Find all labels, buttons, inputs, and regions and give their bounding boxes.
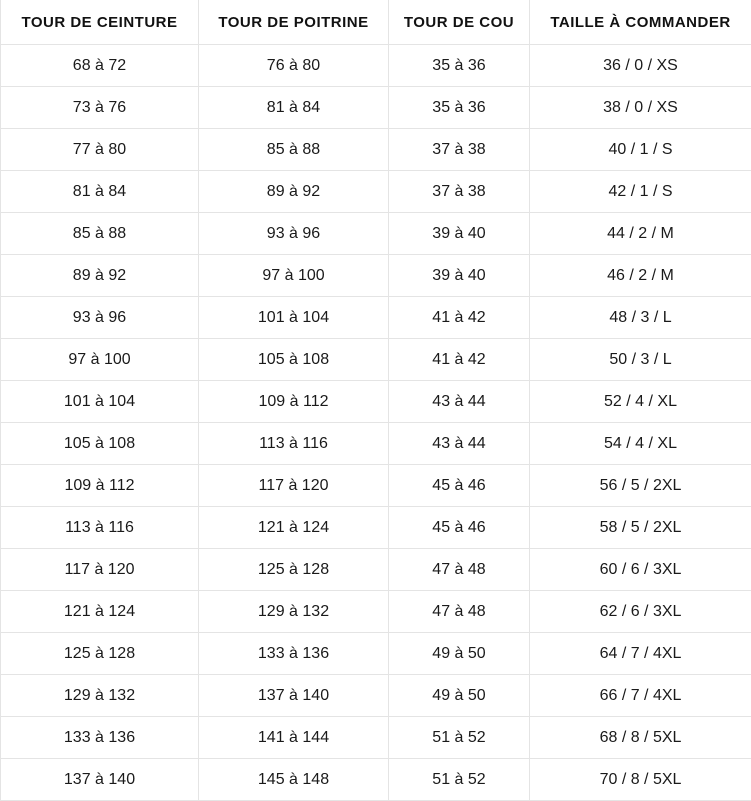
cell-taille-a-commander: 46 / 2 / M [530, 255, 751, 297]
cell-tour-de-poitrine: 109 à 112 [199, 381, 389, 423]
cell-tour-de-cou: 47 à 48 [389, 549, 530, 591]
cell-tour-de-ceinture: 73 à 76 [1, 87, 199, 129]
cell-tour-de-cou: 49 à 50 [389, 675, 530, 717]
table-row [1, 45, 751, 87]
cell-taille-a-commander: 44 / 2 / M [530, 213, 751, 255]
cell-tour-de-poitrine: 76 à 80 [199, 45, 389, 87]
cell-tour-de-ceinture: 109 à 112 [1, 465, 199, 507]
cell-taille-a-commander: 40 / 1 / S [530, 129, 751, 171]
cell-tour-de-cou: 43 à 44 [389, 381, 530, 423]
cell-taille-a-commander: 60 / 6 / 3XL [530, 549, 751, 591]
cell-taille-a-commander: 58 / 5 / 2XL [530, 507, 751, 549]
table-body [1, 45, 751, 801]
cell-tour-de-ceinture: 137 à 140 [1, 759, 199, 801]
table-row [1, 129, 751, 171]
header-tour-de-poitrine: TOUR DE POITRINE [199, 0, 389, 45]
cell-tour-de-poitrine: 97 à 100 [199, 255, 389, 297]
cell-tour-de-cou: 41 à 42 [389, 339, 530, 381]
cell-tour-de-cou: 35 à 36 [389, 45, 530, 87]
table-header [1, 0, 751, 45]
cell-tour-de-ceinture: 77 à 80 [1, 129, 199, 171]
cell-tour-de-ceinture: 117 à 120 [1, 549, 199, 591]
cell-tour-de-cou: 39 à 40 [389, 213, 530, 255]
cell-taille-a-commander: 62 / 6 / 3XL [530, 591, 751, 633]
table-row [1, 633, 751, 675]
cell-tour-de-poitrine: 133 à 136 [199, 633, 389, 675]
cell-taille-a-commander: 70 / 8 / 5XL [530, 759, 751, 801]
cell-tour-de-ceinture: 101 à 104 [1, 381, 199, 423]
cell-tour-de-ceinture: 105 à 108 [1, 423, 199, 465]
table-row [1, 213, 751, 255]
cell-taille-a-commander: 56 / 5 / 2XL [530, 465, 751, 507]
cell-tour-de-cou: 49 à 50 [389, 633, 530, 675]
table-row [1, 339, 751, 381]
cell-tour-de-ceinture: 97 à 100 [1, 339, 199, 381]
cell-taille-a-commander: 68 / 8 / 5XL [530, 717, 751, 759]
cell-tour-de-cou: 45 à 46 [389, 507, 530, 549]
cell-tour-de-ceinture: 113 à 116 [1, 507, 199, 549]
cell-tour-de-cou: 39 à 40 [389, 255, 530, 297]
table-row [1, 549, 751, 591]
table-row [1, 507, 751, 549]
header-row [1, 0, 751, 45]
cell-tour-de-ceinture: 133 à 136 [1, 717, 199, 759]
table-row [1, 297, 751, 339]
table-row [1, 381, 751, 423]
cell-tour-de-poitrine: 93 à 96 [199, 213, 389, 255]
cell-tour-de-poitrine: 141 à 144 [199, 717, 389, 759]
cell-taille-a-commander: 64 / 7 / 4XL [530, 633, 751, 675]
cell-tour-de-poitrine: 81 à 84 [199, 87, 389, 129]
cell-tour-de-ceinture: 85 à 88 [1, 213, 199, 255]
cell-taille-a-commander: 38 / 0 / XS [530, 87, 751, 129]
cell-tour-de-ceinture: 68 à 72 [1, 45, 199, 87]
cell-tour-de-cou: 35 à 36 [389, 87, 530, 129]
table-row [1, 171, 751, 213]
cell-tour-de-cou: 41 à 42 [389, 297, 530, 339]
cell-tour-de-poitrine: 105 à 108 [199, 339, 389, 381]
table-row [1, 759, 751, 801]
cell-tour-de-ceinture: 129 à 132 [1, 675, 199, 717]
table-row [1, 717, 751, 759]
cell-tour-de-cou: 45 à 46 [389, 465, 530, 507]
cell-tour-de-ceinture: 125 à 128 [1, 633, 199, 675]
cell-tour-de-poitrine: 121 à 124 [199, 507, 389, 549]
cell-tour-de-ceinture: 81 à 84 [1, 171, 199, 213]
cell-tour-de-cou: 43 à 44 [389, 423, 530, 465]
table-row [1, 591, 751, 633]
table-row [1, 465, 751, 507]
cell-tour-de-ceinture: 89 à 92 [1, 255, 199, 297]
cell-tour-de-poitrine: 89 à 92 [199, 171, 389, 213]
table-row [1, 675, 751, 717]
cell-tour-de-poitrine: 137 à 140 [199, 675, 389, 717]
cell-tour-de-poitrine: 101 à 104 [199, 297, 389, 339]
header-tour-de-ceinture: TOUR DE CEINTURE [1, 0, 199, 45]
cell-tour-de-poitrine: 113 à 116 [199, 423, 389, 465]
cell-tour-de-cou: 51 à 52 [389, 759, 530, 801]
cell-tour-de-cou: 47 à 48 [389, 591, 530, 633]
cell-tour-de-poitrine: 85 à 88 [199, 129, 389, 171]
header-taille-a-commander: TAILLE À COMMANDER [530, 0, 751, 45]
cell-taille-a-commander: 36 / 0 / XS [530, 45, 751, 87]
cell-taille-a-commander: 42 / 1 / S [530, 171, 751, 213]
cell-taille-a-commander: 50 / 3 / L [530, 339, 751, 381]
table-row [1, 87, 751, 129]
cell-tour-de-poitrine: 129 à 132 [199, 591, 389, 633]
cell-tour-de-poitrine: 125 à 128 [199, 549, 389, 591]
table-row [1, 423, 751, 465]
cell-tour-de-poitrine: 145 à 148 [199, 759, 389, 801]
cell-tour-de-cou: 51 à 52 [389, 717, 530, 759]
cell-taille-a-commander: 52 / 4 / XL [530, 381, 751, 423]
cell-taille-a-commander: 66 / 7 / 4XL [530, 675, 751, 717]
cell-tour-de-poitrine: 117 à 120 [199, 465, 389, 507]
table-row [1, 255, 751, 297]
header-tour-de-cou: TOUR DE COU [389, 0, 530, 45]
cell-taille-a-commander: 54 / 4 / XL [530, 423, 751, 465]
cell-tour-de-cou: 37 à 38 [389, 171, 530, 213]
cell-tour-de-ceinture: 121 à 124 [1, 591, 199, 633]
cell-tour-de-ceinture: 93 à 96 [1, 297, 199, 339]
cell-tour-de-cou: 37 à 38 [389, 129, 530, 171]
cell-taille-a-commander: 48 / 3 / L [530, 297, 751, 339]
